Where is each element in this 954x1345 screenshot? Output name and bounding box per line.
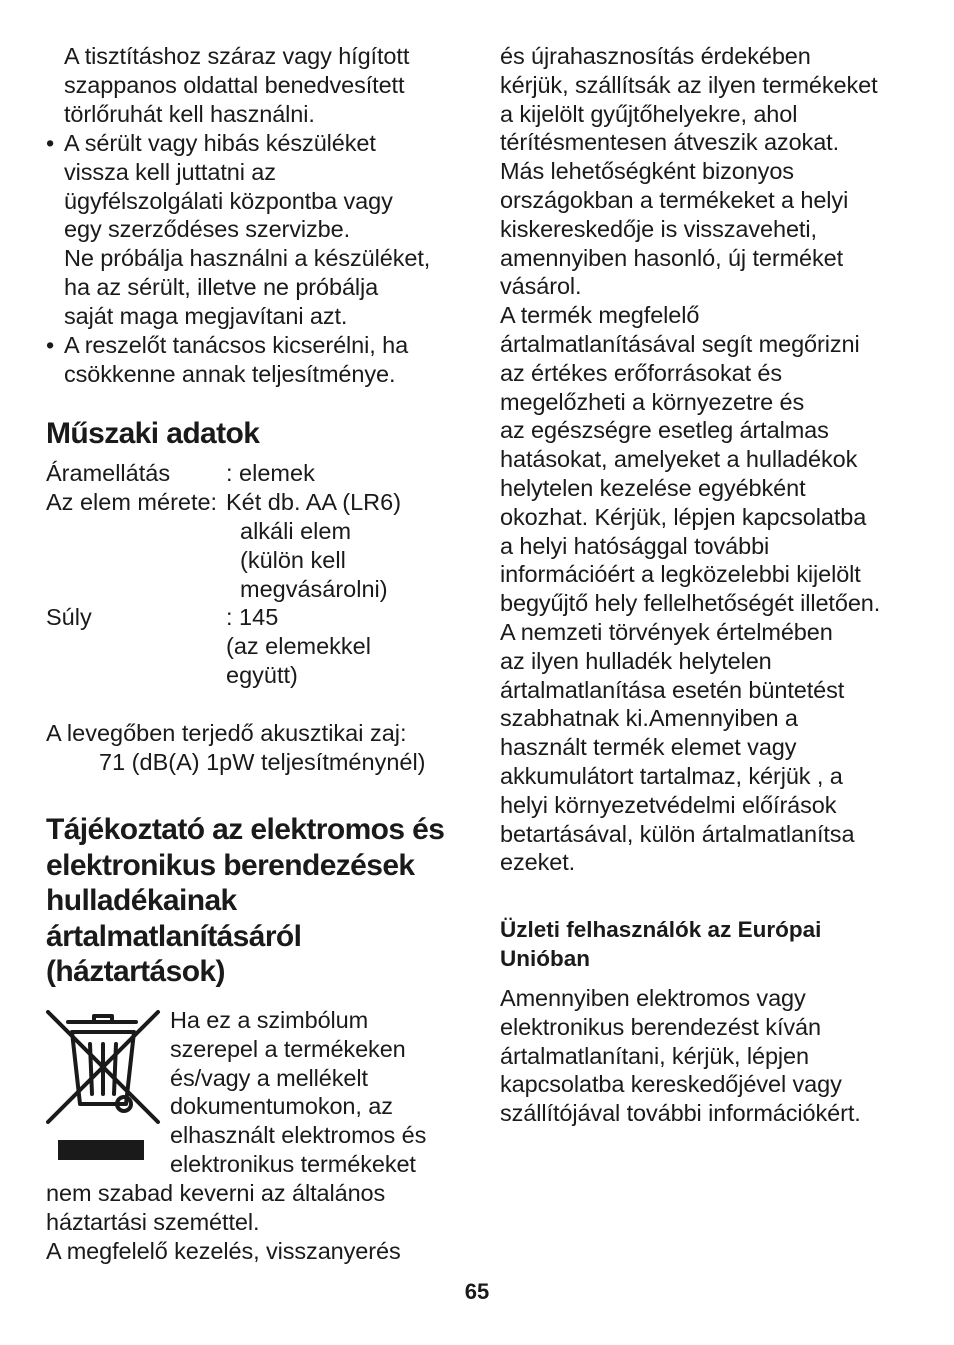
bullet-marker: • — [46, 130, 55, 156]
weee-disposal-text: nem szabad keverni az általános háztartási szeméttel. A megfelelő kezelés, visszanyerés — [46, 1180, 401, 1264]
weee-heading: Tájékoztató az elektromos és elektronikus berendezések hulladékainak ártalmatlanításáról (háztartások) — [46, 813, 445, 989]
crossed-out-wheeled-bin-icon — [46, 1010, 161, 1162]
damaged-device-bullet: A sérült vagy hibás készüléket vissza kell juttatni az ügyfélszolgálati központba vagy egy szerződéses szervizbe. Ne próbálja használni a készüléket, ha az sérült, illetve ne próbálja saját maga megjavítani azt. — [64, 130, 431, 329]
power-label: Áramellátás — [46, 460, 171, 486]
page-number: 65 — [464, 1279, 490, 1304]
recycling-paragraph: és újrahasznosítás érdekében kérjük, szállítsák az ilyen termékeket a kijelölt gyűjtőhelyekre, ahol térítésmentesen átveszik azokat. Más lehetőségként bizonyos országokban a termékeket a helyi kiskereskedője is visszaveheti, amennyiben hasonló, új terméket vásárol. A termék megfelelő ártalmatlanításával segít megőrizni az értékes erőforrásokat és megelőzheti a környezetre és az egészségre esetleg ártalmas hatásokat, amelyeket a hulladékok helytelen kezelése egyébként okozhat. Kérjük, lépjen kapcsolatba a helyi hatósággal további információért a legközelebbi kijelölt begyűjtő hely fellelhetőségét illetően. A nemzeti törvények értelmében az ilyen hulladék helytelen ártalmatlanítása esetén büntetést szabhatnak ki.Amennyiben a használt termék elemet vagy akkumulátort tartalmaz, kérjük , a helyi környezetvédelmi előírások betartásával, külön ártalmatlanítsa ezeket. — [500, 43, 881, 876]
battery-label: Az elem mérete: — [46, 489, 218, 515]
battery-value: Két db. AA (LR6) — [226, 489, 402, 515]
specs-heading: Műszaki adatok — [46, 417, 260, 450]
weee-symbol — [46, 1010, 161, 1162]
battery-value-detail: alkáli elem (külön kell megvásárolni) — [240, 518, 388, 602]
noise-value: 71 (dB(A) 1pW teljesítménynél) — [99, 749, 426, 775]
bullet-marker: • — [46, 332, 55, 358]
business-users-text: Amennyiben elektromos vagy elektronikus berendezést kíván ártalmatlanítani, kérjük, lépjen kapcsolatba kereskedőjével vagy szállítójával további információkért. — [500, 985, 861, 1127]
noise-label: A levegőben terjedő akusztikai zaj: — [46, 720, 407, 746]
power-value: : elemek — [226, 460, 315, 486]
weight-value: : 145 (az elemekkel együtt) — [226, 604, 371, 688]
weight-label: Súly — [46, 604, 92, 630]
cleaning-instructions: A tisztításhoz száraz vagy hígított szappanos oldattal benedvesített törlőruhát kell használni. — [64, 43, 410, 127]
weee-symbol-description: Ha ez a szimbólum szerepel a termékeken és/vagy a mellékelt dokumentumokon, az elhasznált elektromos és elektronikus termékeket — [170, 1007, 427, 1177]
business-users-heading: Üzleti felhasználók az Európai Unióban — [500, 917, 822, 971]
file-replacement-bullet: A reszelőt tanácsos kicserélni, ha csökkenne annak teljesítménye. — [64, 332, 409, 387]
